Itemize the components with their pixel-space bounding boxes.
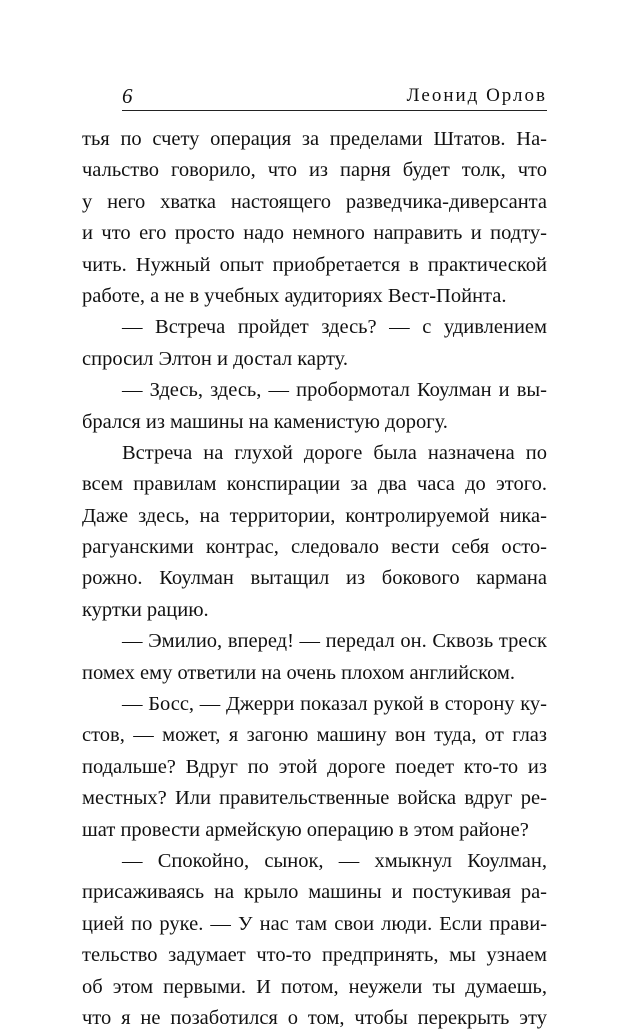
- text-line: присаживаясь на крыло машины и постукивая ра-: [82, 881, 547, 904]
- text-line: куртки рацию.: [82, 598, 209, 621]
- page-header: [82, 74, 547, 114]
- text-line: что я не позаботился о том, чтобы перекрыть эту: [82, 1006, 547, 1029]
- text-line: помех ему ответили на очень плохом английском.: [82, 661, 516, 684]
- text-line: рагуанскими контрас, следовало вести себя осто-: [82, 536, 547, 559]
- text-line: чить. Нужный опыт приобретается в практической: [82, 253, 547, 276]
- text-line: — Спокойно, сынок, — хмыкнул Коулман,: [122, 849, 547, 872]
- text-line: — Встреча пройдет здесь? — с удивлением: [122, 316, 547, 339]
- running-title: Леонид Орлов: [406, 85, 547, 106]
- text-line: стов, — может, я загоню машину вон туда, от глаз: [82, 724, 547, 747]
- text-line: всем правилам конспирации за два часа до этого.: [82, 473, 547, 496]
- text-line: шат провести армейскую операцию в этом районе?: [82, 818, 529, 841]
- text-line: тья по счету операция за пределами Штатов. На-: [82, 128, 547, 150]
- text-line: цией по руке. — У нас там свои люди. Если прави-: [82, 912, 547, 935]
- text-line: у него хватка настоящего разведчика-диверсанта: [82, 190, 547, 213]
- text-line: — Босс, — Джерри показал рукой в сторону ку-: [122, 693, 547, 716]
- page-number: 6: [122, 84, 133, 108]
- text-line: брался из машины на каменистую дорогу.: [82, 410, 448, 433]
- text-line: Даже здесь, на территории, контролируемой ника-: [82, 504, 547, 527]
- text-line: рожно. Коулман вытащил из бокового кармана: [82, 567, 547, 590]
- text-line: тельство задумает что-то предпринять, мы узнаем: [82, 944, 547, 967]
- text-line: — Здесь, здесь, — пробормотал Коулман и вы-: [122, 379, 547, 402]
- text-line: — Эмилио, вперед! — передал он. Сквозь треск: [122, 630, 547, 653]
- text-line: чальство говорило, что из парня будет толк, что: [82, 159, 547, 182]
- text-line: подальше? Вдруг по этой дороге поедет кто-то из: [82, 755, 547, 778]
- text-line: об этом первыми. И потом, неужели ты думаешь,: [82, 975, 547, 998]
- text-line: работе, а не в учебных аудиториях Вест-Пойнта.: [82, 284, 507, 307]
- body-text: [82, 124, 547, 1034]
- text-line: местных? Или правительственные войска вдруг ре-: [82, 787, 547, 810]
- text-line: Встреча на глухой дороге была назначена по: [122, 441, 547, 464]
- header-rule: [122, 110, 547, 111]
- text-line: спросил Элтон и достал карту.: [82, 347, 348, 370]
- text-line: и что его просто надо немного направить и подту-: [82, 222, 547, 245]
